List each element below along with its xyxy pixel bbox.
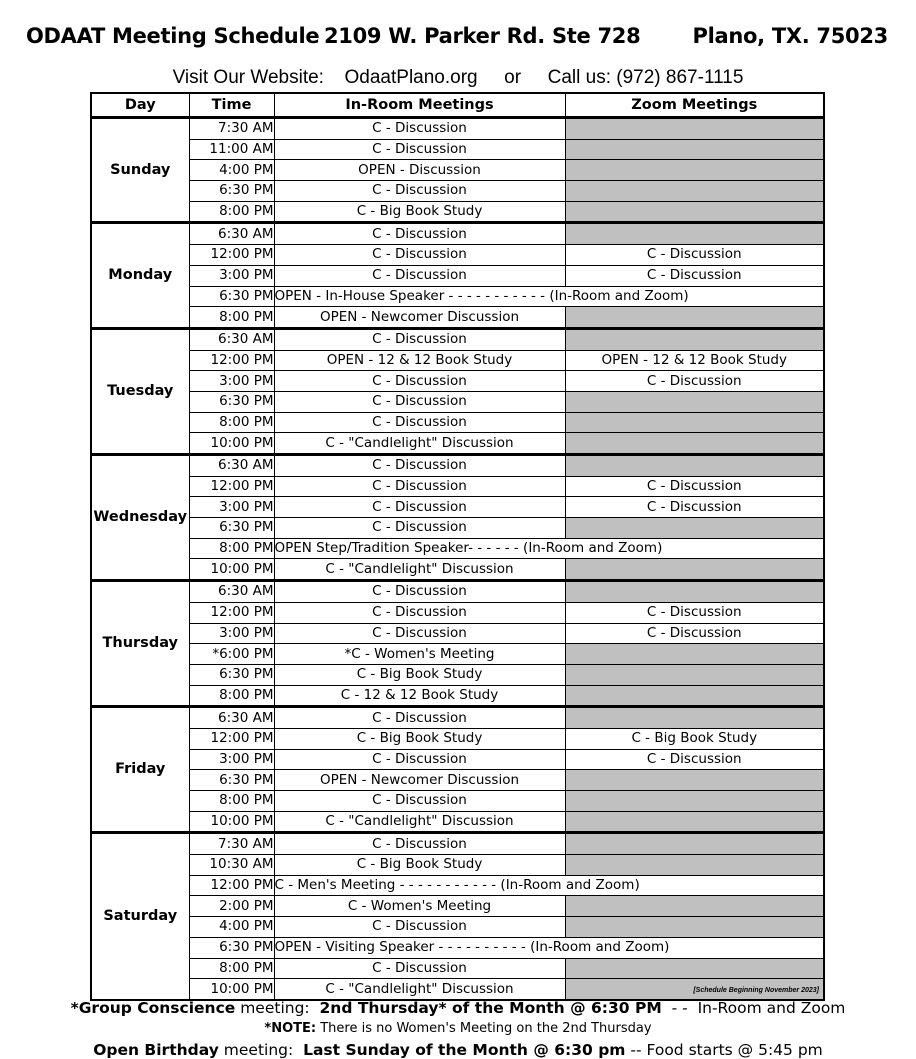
in-room-meeting-cell: C - Discussion (274, 139, 565, 160)
contact-line (0, 67, 916, 89)
day-cell: Monday (91, 223, 189, 328)
table-row (91, 811, 824, 833)
in-room-meeting-cell: C - Discussion (274, 623, 565, 644)
no-zoom-cell (565, 328, 824, 350)
in-room-meeting-cell: C - Discussion (274, 476, 565, 497)
in-room-meeting-cell: C - Discussion (274, 328, 565, 350)
in-room-meeting-cell: C - "Candlelight" Discussion (274, 979, 565, 1000)
time-cell: 8:00 PM (189, 307, 274, 329)
zoom-meeting-cell: C - Discussion (565, 749, 824, 770)
table-row (91, 160, 824, 181)
time-cell: 6:30 PM (189, 181, 274, 202)
day-group-tuesday (91, 328, 824, 454)
no-zoom-cell (565, 958, 824, 979)
time-cell: 6:30 AM (189, 455, 274, 477)
table-row (91, 433, 824, 455)
time-cell: 3:00 PM (189, 497, 274, 518)
table-header-row (91, 93, 824, 118)
gc-meeting: meeting: (235, 999, 320, 1017)
in-room-meeting-cell: C - Discussion (274, 707, 565, 729)
time-cell: 6:30 PM (189, 937, 274, 958)
in-room-meeting-cell: C - 12 & 12 Book Study (274, 685, 565, 707)
no-zoom-cell (565, 223, 824, 245)
table-row (91, 855, 824, 876)
time-cell: 3:00 PM (189, 265, 274, 286)
table-row (91, 707, 824, 729)
time-cell: 8:00 PM (189, 412, 274, 433)
time-cell: 12:00 PM (189, 875, 274, 896)
time-cell: 12:00 PM (189, 476, 274, 497)
no-zoom-cell (565, 833, 824, 855)
combined-meeting-cell: OPEN - In-House Speaker - - - - - - - - - - - (In-Room and Zoom) (274, 286, 824, 307)
in-room-meeting-cell: C - Discussion (274, 412, 565, 433)
bday-meeting: meeting: (218, 1041, 304, 1059)
time-cell: 6:30 AM (189, 707, 274, 729)
gc-when: 2nd Thursday* of the Month @ 6:30 PM (319, 999, 662, 1017)
table-row (91, 201, 824, 223)
website-link[interactable]: OdaatPlano.org (344, 67, 478, 88)
time-cell: 3:00 PM (189, 371, 274, 392)
time-cell: 12:00 PM (189, 728, 274, 749)
in-room-meeting-cell: OPEN - Discussion (274, 160, 565, 181)
combined-meeting-cell: OPEN Step/Tradition Speaker- - - - - - (In-Room and Zoom) (274, 538, 824, 559)
zoom-meeting-cell: C - Discussion (565, 245, 824, 266)
in-room-meeting-cell: C - "Candlelight" Discussion (274, 811, 565, 833)
time-cell: 6:30 PM (189, 770, 274, 791)
zoom-meeting-cell: C - Discussion (565, 371, 824, 392)
in-room-meeting-cell: C - Discussion (274, 245, 565, 266)
table-row (91, 286, 824, 307)
in-room-meeting-cell: C - Discussion (274, 265, 565, 286)
meeting-schedule-table (90, 92, 825, 1001)
note-label: *NOTE: (264, 1021, 317, 1036)
no-zoom-cell (565, 559, 824, 581)
in-room-meeting-cell: C - Big Book Study (274, 855, 565, 876)
no-zoom-cell (565, 160, 824, 181)
zoom-meeting-cell: C - Discussion (565, 623, 824, 644)
time-cell: 10:30 AM (189, 855, 274, 876)
time-cell: *6:00 PM (189, 644, 274, 665)
in-room-meeting-cell: C - Discussion (274, 917, 565, 938)
no-zoom-cell (565, 139, 824, 160)
table-row (91, 833, 824, 855)
day-cell: Sunday (91, 118, 189, 223)
in-room-meeting-cell: OPEN - Newcomer Discussion (274, 307, 565, 329)
time-cell: 3:00 PM (189, 623, 274, 644)
table-row (91, 391, 824, 412)
zoom-meeting-cell: C - Discussion (565, 476, 824, 497)
time-cell: 8:00 PM (189, 538, 274, 559)
day-cell: Thursday (91, 581, 189, 707)
table-row (91, 581, 824, 603)
no-zoom-cell (565, 118, 824, 140)
table-row (91, 265, 824, 286)
table-row (91, 350, 824, 371)
no-zoom-cell (565, 518, 824, 539)
no-zoom-cell (565, 455, 824, 477)
table-row (91, 245, 824, 266)
time-cell: 6:30 AM (189, 581, 274, 603)
group-conscience-note (0, 999, 916, 1017)
bday-prefix: Open Birthday (93, 1041, 219, 1059)
day-group-monday (91, 223, 824, 328)
time-cell: 6:30 PM (189, 664, 274, 685)
in-room-meeting-cell: OPEN - 12 & 12 Book Study (274, 350, 565, 371)
no-zoom-cell (565, 917, 824, 938)
table-row (91, 958, 824, 979)
in-room-meeting-cell: C - Discussion (274, 391, 565, 412)
no-zoom-cell (565, 391, 824, 412)
address: 2109 W. Parker Rd. Ste 728 (324, 24, 641, 48)
day-group-saturday (91, 833, 824, 1000)
time-cell: 11:00 AM (189, 139, 274, 160)
no-zoom-cell (565, 307, 824, 329)
time-cell: 10:00 PM (189, 433, 274, 455)
in-room-meeting-cell: C - Discussion (274, 455, 565, 477)
no-zoom-cell (565, 644, 824, 665)
day-group-wednesday (91, 455, 824, 581)
combined-meeting-cell: C - Men's Meeting - - - - - - - - - - - (In-Room and Zoom) (274, 875, 824, 896)
day-group-thursday (91, 581, 824, 707)
time-cell: 12:00 PM (189, 350, 274, 371)
schedule-title: ODAAT Meeting Schedule (26, 24, 320, 48)
table-row (91, 644, 824, 665)
table-row (91, 917, 824, 938)
phone-label: Call us: (547, 67, 611, 88)
zoom-meeting-cell: OPEN - 12 & 12 Book Study (565, 350, 824, 371)
no-zoom-cell (565, 412, 824, 433)
table-row (91, 412, 824, 433)
in-room-meeting-cell: C - Discussion (274, 223, 565, 245)
no-zoom-cell (565, 770, 824, 791)
city-state-zip: Plano, TX. 75023 (692, 24, 888, 48)
in-room-meeting-cell: C - Discussion (274, 791, 565, 812)
table-row (91, 476, 824, 497)
time-cell: 6:30 PM (189, 518, 274, 539)
note-text: There is no Women's Meeting on the 2nd Thursday (316, 1021, 652, 1036)
time-cell: 4:00 PM (189, 917, 274, 938)
time-cell: 10:00 PM (189, 811, 274, 833)
table-row (91, 181, 824, 202)
womens-meeting-note (0, 1021, 916, 1036)
in-room-meeting-cell: C - Big Book Study (274, 201, 565, 223)
in-room-meeting-cell: C - "Candlelight" Discussion (274, 433, 565, 455)
phone-number[interactable]: (972) 867-1115 (616, 67, 744, 88)
time-cell: 7:30 AM (189, 118, 274, 140)
in-room-meeting-cell: C - "Candlelight" Discussion (274, 559, 565, 581)
zoom-meeting-cell: C - Discussion (565, 497, 824, 518)
table-row (91, 118, 824, 140)
time-cell: 6:30 PM (189, 286, 274, 307)
column-header-time: Time (189, 93, 274, 118)
table-row (91, 623, 824, 644)
in-room-meeting-cell: C - Discussion (274, 581, 565, 603)
column-header-zoom: Zoom Meetings (565, 93, 824, 118)
gc-prefix: *Group Conscience (70, 999, 236, 1017)
table-row (91, 896, 824, 917)
time-cell: 6:30 AM (189, 223, 274, 245)
zoom-meeting-cell: C - Discussion (565, 265, 824, 286)
in-room-meeting-cell: C - Discussion (274, 958, 565, 979)
or-text: or (504, 67, 522, 88)
table-row (91, 664, 824, 685)
in-room-meeting-cell: C - Discussion (274, 602, 565, 623)
no-zoom-cell (565, 855, 824, 876)
table-row (91, 139, 824, 160)
time-cell: 10:00 PM (189, 979, 274, 1000)
table-row (91, 875, 824, 896)
day-cell: Saturday (91, 833, 189, 1000)
day-group-friday (91, 707, 824, 833)
in-room-meeting-cell: C - Discussion (274, 497, 565, 518)
time-cell: 2:00 PM (189, 896, 274, 917)
day-cell: Wednesday (91, 455, 189, 581)
table-row (91, 518, 824, 539)
table-row (91, 937, 824, 958)
in-room-meeting-cell: C - Big Book Study (274, 728, 565, 749)
table-row (91, 328, 824, 350)
table-row (91, 770, 824, 791)
table-row (91, 749, 824, 770)
no-zoom-cell (565, 581, 824, 603)
table-row (91, 223, 824, 245)
no-zoom-cell (565, 811, 824, 833)
in-room-meeting-cell: C - Women's Meeting (274, 896, 565, 917)
time-cell: 6:30 AM (189, 328, 274, 350)
in-room-meeting-cell: OPEN - Newcomer Discussion (274, 770, 565, 791)
day-cell: Friday (91, 707, 189, 833)
in-room-meeting-cell: C - Discussion (274, 181, 565, 202)
table-row (91, 307, 824, 329)
no-zoom-cell (565, 707, 824, 729)
time-cell: 12:00 PM (189, 602, 274, 623)
time-cell: 4:00 PM (189, 160, 274, 181)
table-row (91, 371, 824, 392)
table-row (91, 728, 824, 749)
bday-when: Last Sunday of the Month @ 6:30 pm (303, 1041, 626, 1059)
table-row (91, 455, 824, 477)
zoom-meeting-cell: C - Discussion (565, 602, 824, 623)
column-header-in-room: In-Room Meetings (274, 93, 565, 118)
time-cell: 3:00 PM (189, 749, 274, 770)
time-cell: 8:00 PM (189, 201, 274, 223)
table-row (91, 791, 824, 812)
combined-meeting-cell: OPEN - Visiting Speaker - - - - - - - - - - (In-Room and Zoom) (274, 937, 824, 958)
day-group-sunday (91, 118, 824, 223)
time-cell: 6:30 PM (189, 391, 274, 412)
no-zoom-cell (565, 201, 824, 223)
schedule-effective-note: [Schedule Beginning November 2023] (693, 987, 819, 994)
in-room-meeting-cell: C - Discussion (274, 371, 565, 392)
table-row (91, 685, 824, 707)
table-row (91, 559, 824, 581)
time-cell: 7:30 AM (189, 833, 274, 855)
in-room-meeting-cell: *C - Women's Meeting (274, 644, 565, 665)
time-cell: 8:00 PM (189, 791, 274, 812)
in-room-meeting-cell: C - Discussion (274, 833, 565, 855)
bday-food: -- Food starts @ 5:45 pm (625, 1041, 823, 1059)
no-zoom-cell (565, 664, 824, 685)
no-zoom-cell (565, 685, 824, 707)
table-row (91, 497, 824, 518)
table-row (91, 538, 824, 559)
zoom-meeting-cell: C - Big Book Study (565, 728, 824, 749)
in-room-meeting-cell: C - Discussion (274, 518, 565, 539)
no-zoom-cell (565, 181, 824, 202)
in-room-meeting-cell: C - Discussion (274, 118, 565, 140)
time-cell: 10:00 PM (189, 559, 274, 581)
website-label: Visit Our Website: (172, 67, 324, 88)
day-cell: Tuesday (91, 328, 189, 454)
time-cell: 8:00 PM (189, 958, 274, 979)
in-room-meeting-cell: C - Discussion (274, 749, 565, 770)
no-zoom-cell (565, 433, 824, 455)
no-zoom-cell (565, 896, 824, 917)
in-room-meeting-cell: C - Big Book Study (274, 664, 565, 685)
time-cell: 8:00 PM (189, 685, 274, 707)
birthday-meeting-note (0, 1041, 916, 1059)
no-zoom-cell (565, 791, 824, 812)
time-cell: 12:00 PM (189, 245, 274, 266)
column-header-day: Day (91, 93, 189, 118)
gc-where: - - In-Room and Zoom (661, 999, 846, 1017)
table-row (91, 602, 824, 623)
